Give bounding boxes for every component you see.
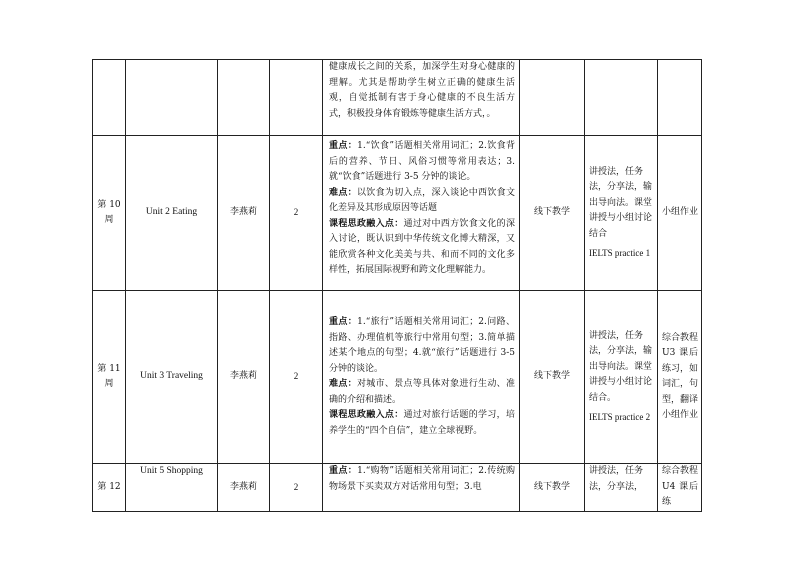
week-cell: 第 10 周	[93, 136, 126, 291]
table-row	[93, 464, 702, 512]
content-cell	[323, 136, 520, 291]
teacher-cell: 李燕莉	[218, 464, 270, 512]
method-text: 讲授法，任务法，分享法，输出导向法。课堂讲授与小组讨论结合	[589, 166, 653, 239]
mode-cell: 线下教学	[520, 291, 585, 464]
table-row	[93, 136, 702, 291]
ideology-text: 通过对中西方饮食文化的深入讨论，既认识到中华传统文化博大精深，又能欣赏各种文化美美与共、和而不同的文化多样性，拓展国际视野和跨文化理解能力。	[329, 218, 515, 275]
content-cell: 健康成长之间的关系，加深学生对身心健康的理解。尤其是帮助学生树立正确的健康生活观，自觉抵制有害于身心健康的不良生活方式，积极投身体育锻炼等健康生活方式，。	[323, 60, 520, 136]
content-cell	[323, 291, 520, 464]
syllabus-table	[92, 59, 702, 512]
ideology-text: 通过对旅行话题的学习，培养学生的“四个自信”，建立全球视野。	[329, 410, 515, 436]
week-cell: 第 11 周	[93, 291, 126, 464]
week-cell	[93, 60, 126, 136]
mode-cell: 线下教学	[520, 464, 585, 512]
content-cell	[323, 464, 520, 512]
homework-cell: 小组作业	[658, 136, 702, 291]
difficulty-text: 以饮食为切入点，深入谈论中西饮食文化差异及其形成原因等话题	[329, 187, 515, 213]
unit-cell: Unit 3 Traveling	[126, 291, 218, 464]
ideology-label: 课程思政融入点：	[329, 218, 404, 229]
ideology-label: 课程思政融入点：	[329, 410, 404, 420]
mode-cell: 线下教学	[520, 136, 585, 291]
hours-cell: 2	[270, 291, 323, 464]
unit-cell: Unit 5 Shopping	[126, 464, 218, 512]
key-points-text: 1.“饮食”话题相关常用词汇；2.饮食背后的营养、节日、风俗习惯等常用表达；3.就“饮食”话题进行 3-5 分钟的谈论。	[329, 141, 515, 182]
key-points-label: 重点：	[329, 141, 358, 151]
homework-cell	[658, 60, 702, 136]
week-cell: 第 12	[93, 464, 126, 512]
method-cell	[585, 291, 658, 464]
method-cell	[585, 136, 658, 291]
method-extra: IELTS practice 2	[589, 412, 651, 422]
table-row	[93, 60, 702, 136]
hours-cell: 2	[270, 136, 323, 291]
mode-cell	[520, 60, 585, 136]
teacher-cell	[218, 60, 270, 136]
teacher-cell: 李燕莉	[218, 136, 270, 291]
unit-cell	[126, 60, 218, 136]
hours-cell	[270, 60, 323, 136]
key-points-label: 重点：	[329, 466, 358, 476]
method-extra: IELTS practice 1	[589, 248, 651, 258]
difficulty-label: 难点：	[329, 187, 357, 198]
method-text: 讲授法，任务法，分享法，输出导向法。课堂讲授与小组讨论结合。	[589, 330, 653, 403]
method-cell: 讲授法，任务法，分享法，	[585, 464, 658, 512]
hours-cell: 2	[270, 464, 323, 512]
table-row	[93, 291, 702, 464]
key-points-text: 1.“购物”话题相关常用词汇；2.传统购物场景下买卖双方对话常用句型；3.电	[329, 466, 515, 492]
key-points-label: 重点：	[329, 317, 358, 327]
homework-cell: 综合教程 U4 课后练	[658, 464, 702, 512]
unit-cell: Unit 2 Eating	[126, 136, 218, 291]
difficulty-label: 难点：	[329, 379, 357, 389]
teacher-cell: 李燕莉	[218, 291, 270, 464]
method-cell	[585, 60, 658, 136]
homework-cell: 综合教程 U3 课后练习，如词汇，句型，翻译小组作业	[658, 291, 702, 464]
key-points-text: 1.“旅行”话题相关常用词汇；2.问路、指路、办理值机等旅行中常用句型；3.简单描述某个地点的句型；4.就“旅行”话题进行 3-5 分钟的谈论。	[329, 317, 515, 374]
difficulty-text: 对城市、景点等具体对象进行生动、准确的介绍和描述。	[329, 379, 515, 405]
